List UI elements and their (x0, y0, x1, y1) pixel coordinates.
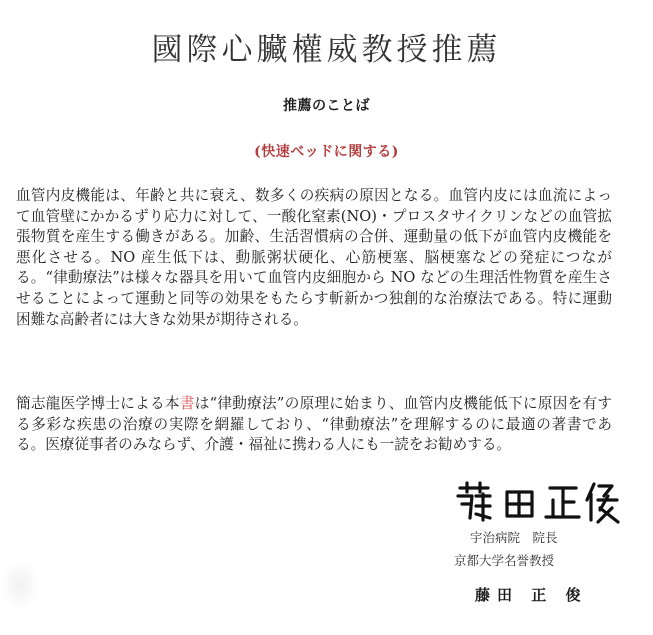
paragraph-2-red-character: 書 (179, 395, 195, 412)
signer-university: 京都大学名誉教授 (454, 553, 555, 568)
letter-subtitle: 推薦のことば (283, 98, 370, 114)
signer-printed-name: 藤田 正 俊 (475, 586, 588, 604)
signer-hospital: 宇治病院 院長 (470, 530, 558, 545)
body-paragraph-2 (16, 394, 612, 456)
scan-smudge (0, 560, 40, 610)
handwritten-signature (452, 478, 622, 524)
letter-subject: (快速ベッドに関する) (254, 144, 399, 160)
body-paragraph-1: 血管内皮機能は、年齢と共に衰え、数多くの疾病の原因となる。血管内皮には血流によって血管壁にかかるずり応力に対して、一酸化窒素(NO)・プロスタサイクリンなどの血管拡張物質を産生する働きがある。加齢、生活習慣病の合併、運動量の低下が血管内皮機能を悪化させる。NO 産生低下は、動脈粥状硬化、心筋梗塞、脳梗塞などの発症につながる。“律動療法”は様々な器具を用いて血管内皮細胞から NO などの生理活性物質を産生させることによって運動と同等の効果をもたらす斬新かつ独創的な治療法である。特に運動困難な高齢者には大きな効果が期待される。 (16, 187, 612, 328)
page-title: 國際心臟權威教授推薦 (151, 32, 502, 68)
paragraph-2-start: 簡志龍医学博士による本 (16, 395, 180, 412)
paragraph-2-end: は“律動療法”の原理に始まり、血管内皮機能低下に原因を有する多彩な疾患の治療の実際を網羅しており、“律動療法”を理解するのに最適の著書である。医療従事者のみならず、介護・福祉に携わる人にも一読をお勧めする。 (16, 395, 612, 454)
